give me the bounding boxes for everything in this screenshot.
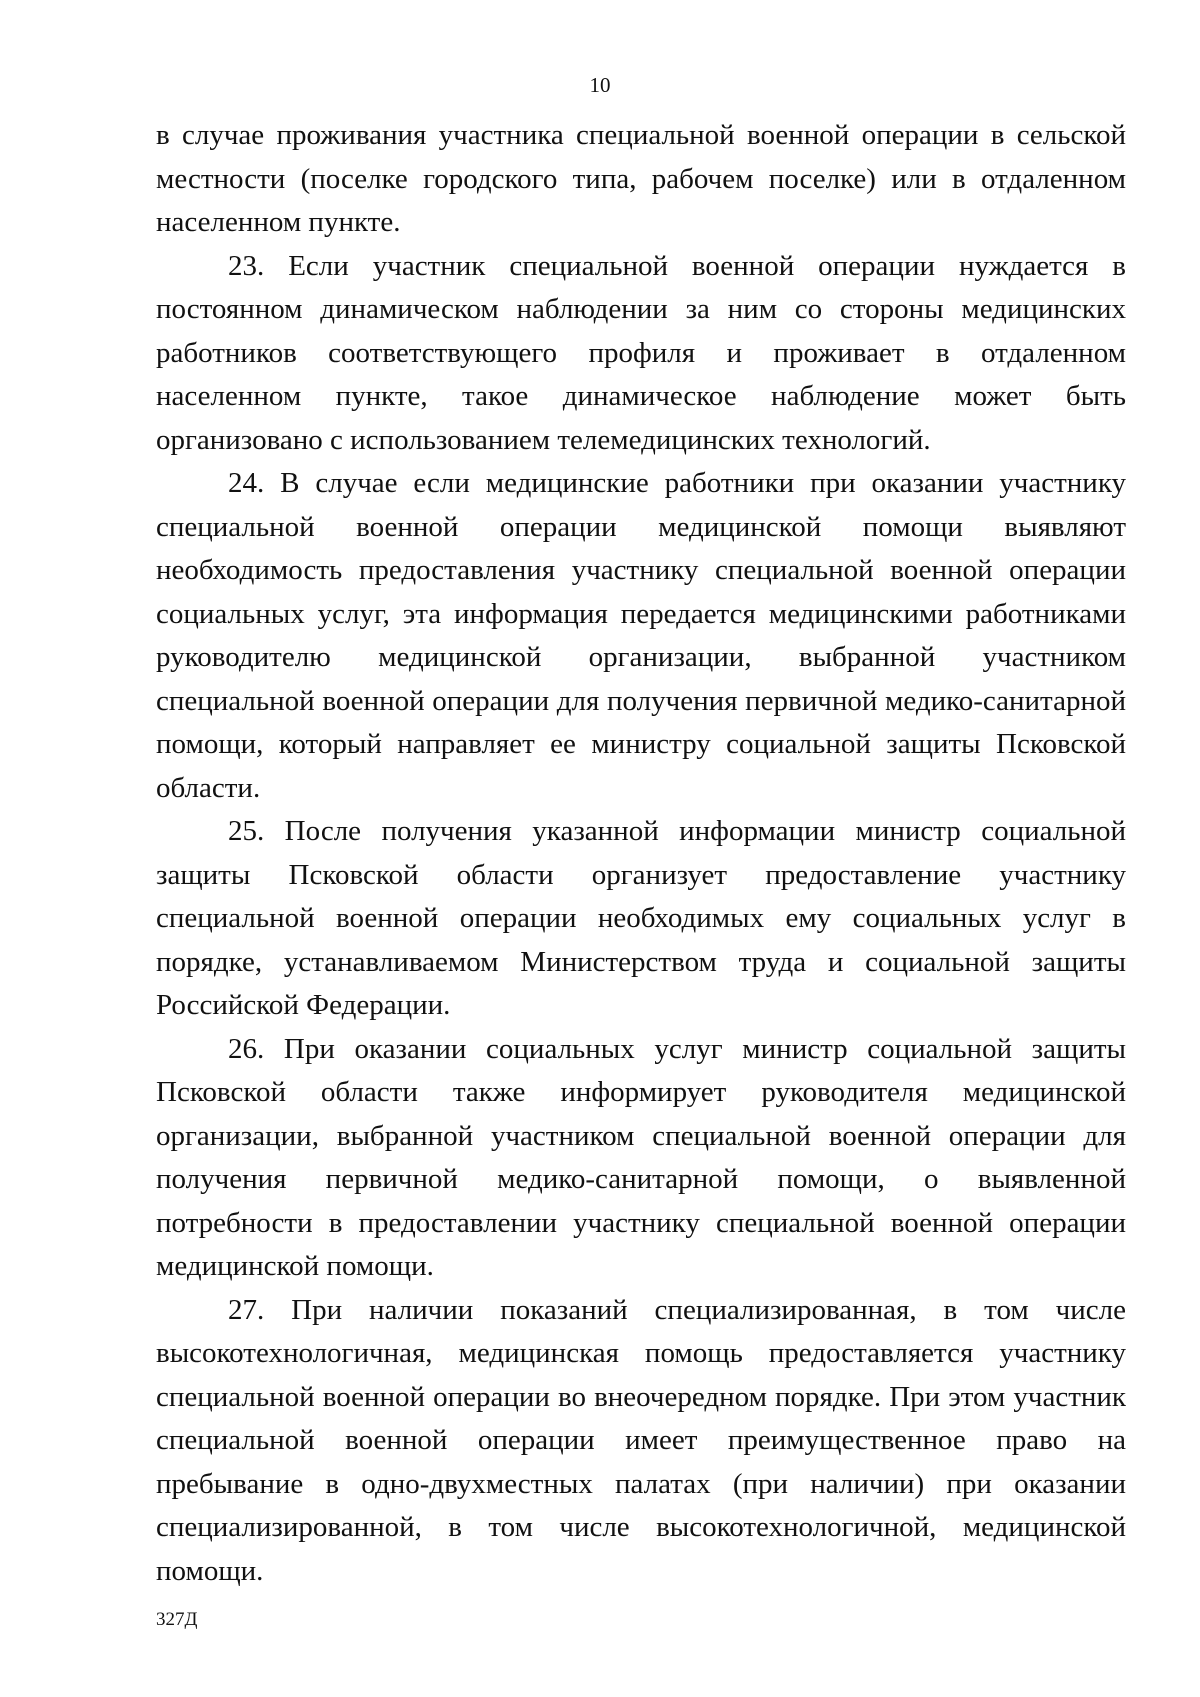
paragraph-25: 25. После получения указанной информации министр социальной защиты Псковской области организует предоставление участнику специальной военной операции необходимых ему социальных услуг в порядке, устанавливаемом Министерством труда и социальной защиты Российской Федерации. (156, 815, 1126, 1021)
document-body (156, 114, 1126, 1593)
paragraph-continuation: в случае проживания участника специальной военной операции в сельской местности (поселке городского типа, рабочем поселке) или в отдаленном населенном пункте. (156, 119, 1126, 238)
page-number: 10 (589, 73, 611, 97)
paragraph-26: 26. При оказании социальных услуг министр социальной защиты Псковской области также информирует руководителя медицинской организации, выбранной участником специальной военной операции для получения первичной медико-санитарной помощи, о выявленной потребности в предоставлении участнику специальной военной операции медицинской помощи. (156, 1032, 1126, 1282)
document-code: 327Д (156, 1609, 198, 1630)
paragraph-27: 27. При наличии показаний специализированная, в том числе высокотехнологичная, медицинская помощь предоставляется участнику специальной военной операции во внеочередном порядке. При этом участник специальной военной операции имеет преимущественное право на пребывание в одно-двухместных палатах (при наличии) при оказании специализированной, в том числе высокотехнологичной, медицинской помощи. (156, 1293, 1126, 1587)
paragraph-23: 23. Если участник специальной военной операции нуждается в постоянном динамическом наблюдении за ним со стороны медицинских работников соответствующего профиля и проживает в отдаленном населенном пункте, такое динамическое наблюдение может быть организовано с использованием телемедицинских технологий. (156, 249, 1126, 456)
paragraph-24: 24. В случае если медицинские работники при оказании участнику специальной военной операции медицинской помощи выявляют необходимость предоставления участнику специальной военной операции социальных услуг, эта информация передается медицинскими работниками руководителю медицинской организации, выбранной участником специальной военной операции для получения первичной медико-санитарной помощи, который направляет ее министру социальной защиты Псковской области. (156, 467, 1126, 804)
